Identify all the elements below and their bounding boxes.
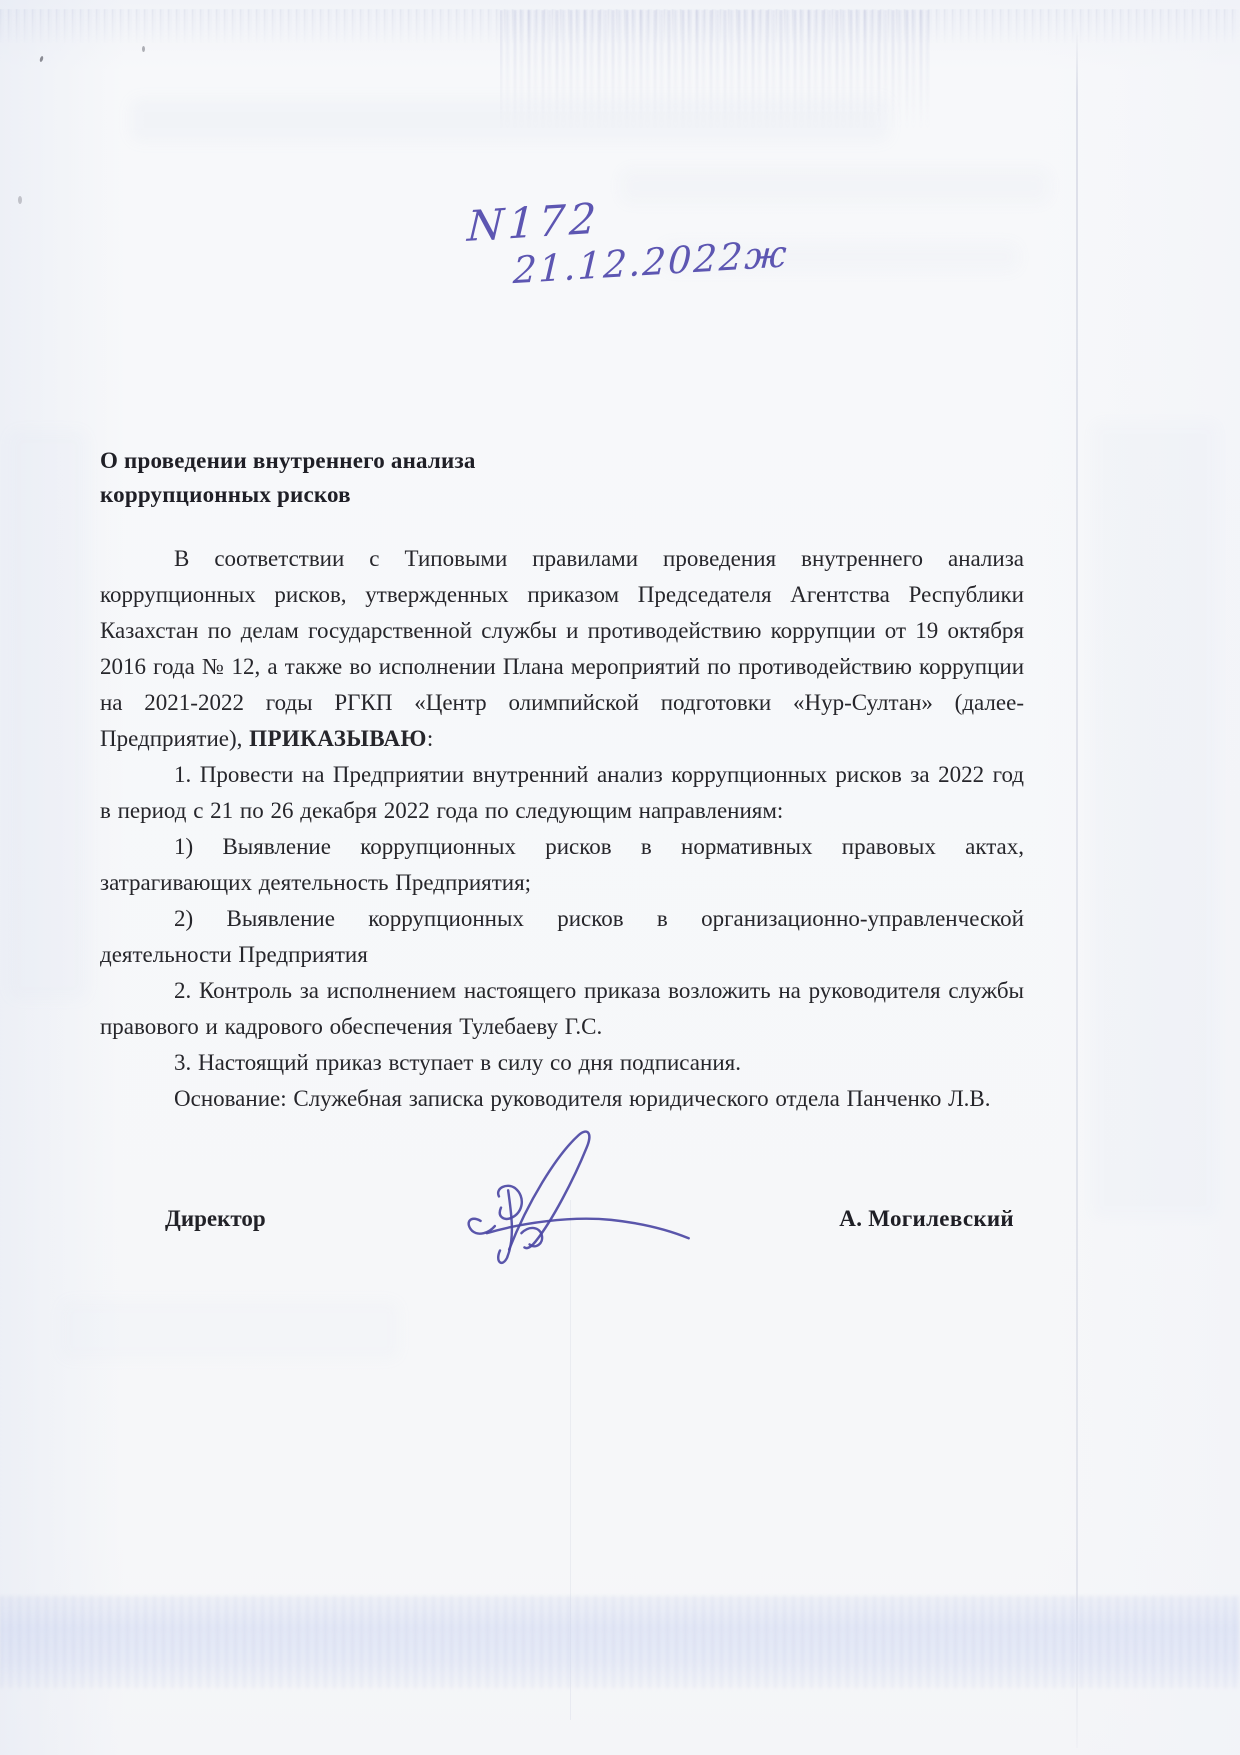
ink-speck: [39, 56, 44, 63]
fold-line: [1076, 24, 1078, 1748]
director-role-label: Директор: [165, 1206, 266, 1231]
order-number-handwritten: N172: [466, 193, 602, 251]
paragraph-subitem-2: 2) Выявление коррупционных рисков в организационно-управленческой деятельности Предприятия: [100, 906, 1024, 967]
ink-bleed-mark: [1090, 420, 1220, 1220]
paragraph-item-2: 2. Контроль за исполнением настоящего приказа возложить на руководителя службы правового и кадрового обеспечения Тулебаеву Г.С.: [100, 978, 1024, 1039]
preamble-colon: :: [426, 726, 434, 751]
ink-speck: [142, 46, 145, 52]
order-date-handwritten: 21.12.2022ж: [512, 232, 790, 293]
ink-speck: [18, 196, 22, 204]
document-title: [100, 444, 476, 512]
handwritten-signature-icon: [450, 1122, 705, 1277]
order-keyword: ПРИКАЗЫВАЮ: [249, 726, 427, 751]
ink-bleed-mark: [60, 1300, 400, 1360]
order-body-text: [100, 541, 1024, 1117]
document-title-line-1: О проведении внутреннего анализа: [100, 448, 476, 473]
ink-bleed-mark: [8, 430, 88, 1000]
paragraph-preamble: [100, 541, 1024, 757]
handwritten-registration-note: [464, 184, 791, 295]
paragraph-item-3: 3. Настоящий приказ вступает в силу со дня подписания.: [174, 1050, 741, 1075]
paragraph-subitem-1: 1) Выявление коррупционных рисков в нормативных правовых актах, затрагивающих деятельность Предприятия;: [100, 834, 1024, 895]
document-title-line-2: коррупционных рисков: [100, 482, 351, 507]
preamble-text: В соответствии с Типовыми правилами проведения внутреннего анализа коррупционных рисков, утвержденных приказом Председателя Агентства Республики Казахстан по делам государственной службы и противодействию коррупции от 19 октября 2016 года № 12, а также во исполнении Плана мероприятий по противодействию коррупции на 2021-2022 годы РГКП «Центр олимпийской подготовки «Нур-Султан» (далее-Предприятие),: [100, 546, 1024, 751]
director-name: А. Могилевский: [839, 1206, 1014, 1231]
paragraph-item-1: 1. Провести на Предприятии внутренний анализ коррупционных рисков за 2022 год в период с 21 по 26 декабря 2022 года по следующим направлениям:: [100, 762, 1024, 823]
scan-noise-band-bottom: [0, 1596, 1240, 1688]
ink-bleed-mark: [130, 98, 890, 142]
paragraph-basis: Основание: Служебная записка руководителя юридического отдела Панченко Л.В.: [174, 1086, 991, 1111]
